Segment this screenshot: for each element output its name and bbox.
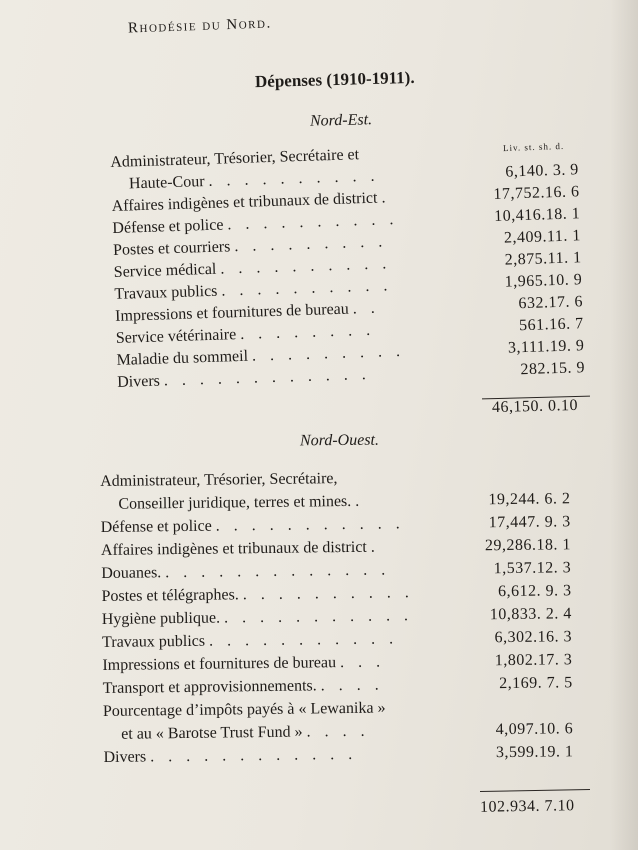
leader-dots: . . . . — [320, 676, 384, 695]
leader-dots: . . . . . . . . . — [251, 342, 406, 365]
row-amount: 6,612. 9. 3 — [497, 582, 572, 601]
row-label: Impressions et fournitures de bureau — [102, 654, 337, 674]
row-label: Postes et télégraphes. — [101, 586, 239, 605]
row-amount: 6,302.16. 3 — [494, 628, 573, 647]
row-amount: 10,833. 2. 4 — [489, 605, 572, 624]
row-amount: 1,537.12. 3 — [493, 559, 572, 578]
section-total-nord-ouest: 102.934. 7.10 — [479, 797, 575, 816]
row-amount: 17,752.16. 6 — [493, 183, 580, 203]
total-rule — [480, 789, 590, 792]
row-label: Affaires indigènes et tribunaux de district — [100, 538, 367, 559]
column-header-currency: Liv. st. sh. d. — [502, 140, 565, 154]
row-label: Défense et police — [100, 517, 212, 536]
nord-ouest-table — [100, 464, 592, 769]
leader-dots: . . . . . . . . . . . . . — [165, 561, 391, 582]
leader-dots: . — [355, 492, 365, 510]
row-label: Douanes. — [101, 564, 162, 582]
section-heading-nord-est: Nord-Est. — [309, 111, 373, 130]
leader-dots: . . . — [339, 653, 386, 672]
leader-dots: . . . . . . . . . . — [208, 167, 380, 190]
leader-dots: . . . . . . . . . . . — [208, 630, 399, 650]
leader-dots: . . . . . . . . . . — [227, 210, 399, 234]
row-amount: 2,409.11. 1 — [503, 227, 582, 247]
leader-dots: . . . . . . . . — [239, 321, 376, 343]
row-amount: 3,111.19. 9 — [507, 337, 585, 357]
row-amount: 561.16. 7 — [518, 315, 584, 335]
page-title: Dépenses (1910-1911). — [254, 67, 415, 92]
row-label: Travaux publics — [102, 632, 206, 651]
row-label: Affaires indigènes et tribunaux de district — [111, 189, 378, 215]
row-amount: 1,802.17. 3 — [494, 651, 573, 670]
row-label: Haute-Cour — [128, 173, 205, 193]
leader-dots: . . . . . . . . . . . — [223, 607, 414, 627]
leader-dots: . . . . . . . . . . . . — [150, 745, 358, 766]
row-amount: 3,599.19. 1 — [495, 743, 574, 762]
row-label: Impressions et fournitures de bureau — [114, 300, 350, 325]
row-amount: 2,169. 7. 5 — [499, 674, 573, 693]
leader-dots: . . . . . . . . . . — [220, 255, 392, 278]
row-amount: 2,875.11. 1 — [504, 249, 582, 269]
row-amount: 1,965.10. 9 — [504, 271, 583, 291]
leader-dots: . . . . . . . . . . — [242, 584, 414, 604]
section-total-nord-est: 46,150. 0.10 — [491, 396, 579, 417]
row-label: et au « Barotse Trust Fund » — [121, 723, 303, 743]
row-label: Transport et approvisionnements. — [102, 677, 317, 697]
leader-dots: . . . . . . . . . . . . — [163, 365, 372, 390]
row-amount: 4,097.10. 6 — [495, 720, 574, 739]
nord-est-table — [110, 137, 595, 394]
row-label: Postes et courriers — [112, 238, 231, 259]
row-amount: 29,286.18. 1 — [484, 536, 572, 555]
row-label: Pourcentage d’impôts payés à « Lewanika » — [102, 699, 386, 720]
section-heading-nord-ouest: Nord-Ouest. — [299, 431, 380, 450]
leader-dots: . — [370, 538, 380, 556]
leader-dots: . . . . . . . . . — [234, 233, 388, 256]
row-label: Défense et police — [112, 216, 224, 237]
leader-dots: . . — [352, 299, 381, 318]
row-amount: 17,447. 9. 3 — [488, 513, 571, 532]
row-label: Divers — [103, 748, 147, 766]
row-amount: 632.17. 6 — [518, 293, 584, 313]
leader-dots: . . . . — [306, 722, 370, 741]
row-label: Service médical — [113, 260, 217, 281]
row-amount: 282.15. 9 — [520, 359, 586, 379]
row-label: Divers — [116, 372, 161, 391]
leader-dots: . — [381, 189, 391, 207]
row-amount: 6,140. 3. 9 — [505, 161, 580, 181]
leader-dots: . . . . . . . . . . — [221, 277, 393, 300]
row-label: Travaux publics — [114, 282, 218, 303]
row-label: Hygiène publique. — [101, 609, 221, 628]
row-amount: 19,244. 6. 2 — [488, 490, 571, 509]
leader-dots: . . . . . . . . . . . — [215, 515, 405, 535]
row-amount: 10,416.18. 1 — [493, 205, 581, 225]
row-label: Conseiller juridique, terres et mines. — [118, 492, 352, 513]
row-label: Administrateur, Trésorier, Secrétaire, — [100, 470, 338, 490]
row-label: Maladie du sommeil — [116, 347, 249, 369]
row-label: Administrateur, Trésorier, Secrétaire et — [110, 146, 360, 171]
table-row — [103, 740, 591, 769]
running-head: Rhodésie du Nord. — [127, 15, 272, 37]
row-label: Service vétérinaire — [115, 326, 237, 347]
